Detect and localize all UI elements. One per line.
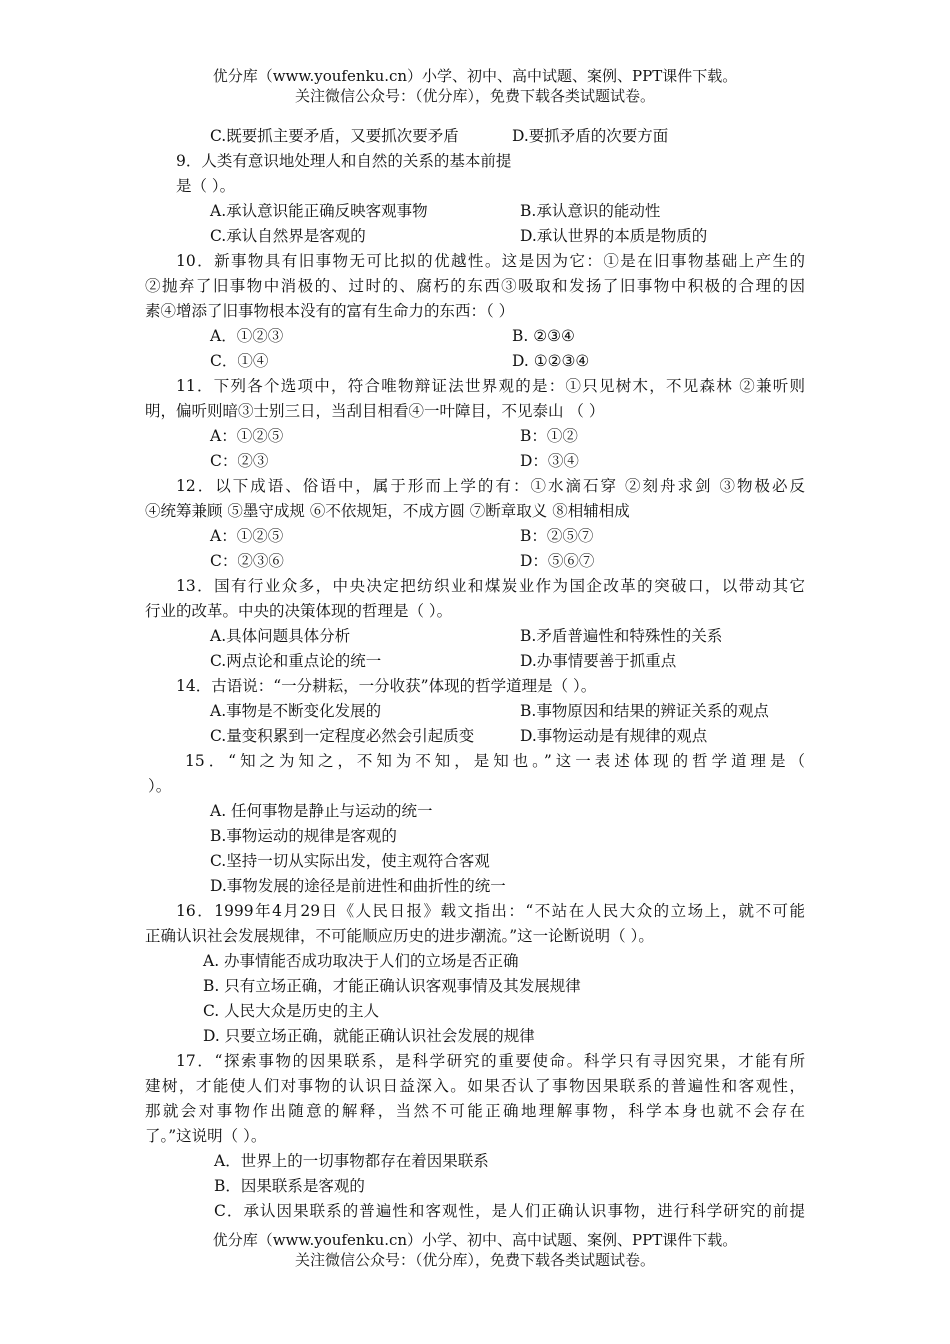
q17-stem-cont-1: 建树，才能使人们对事物的认识日益深入。如果否认了事物因果联系的普遍性和客观性，: [145, 1077, 805, 1095]
q16-option-d: D. 只要立场正确，就能正确认识社会发展的规律: [203, 1027, 535, 1045]
q13-option-a: A.具体问题具体分析: [210, 627, 351, 645]
q8-option-d: D.要抓矛盾的次要方面: [512, 127, 669, 145]
q9-option-c: C.承认自然界是客观的: [210, 227, 366, 245]
q17-stem-cont-2: 那就会对事物作出随意的解释，当然不可能正确地理解事物，科学本身也就不会存在: [145, 1102, 805, 1120]
q12-option-c: C：②③⑥: [210, 552, 284, 570]
q16-option-a: A. 办事情能否成功取决于人们的立场是否正确: [203, 952, 519, 970]
header-line-1: 优分库（www.youfenku.cn）小学、初中、高中试题、案例、PPT课件下载。: [212, 67, 738, 85]
q16-option-c: C. 人民大众是历史的主人: [203, 1002, 380, 1020]
q12-stem: 12．以下成语、俗语中，属于形而上学的有：①水滴石穿 ②刻舟求剑 ③物极必反: [176, 477, 805, 495]
q11-stem-cont: 明，偏听则暗③士别三日，当刮目相看④一叶障目，不见泰山 （ ）: [145, 402, 605, 420]
q14-stem: 14．古语说：“一分耕耘，一分收获”体现的哲学道理是（ ）。: [176, 677, 597, 695]
q15-option-c: C.坚持一切从实际出发，使主观符合客观: [210, 852, 490, 870]
header-line-2: 关注微信公众号：（优分库），免费下载各类试题试卷。: [294, 87, 655, 105]
q14-option-b: B.事物原因和结果的辨证关系的观点: [520, 702, 769, 720]
q13-option-c: C.两点论和重点论的统一: [210, 652, 382, 670]
q15-option-a: A. 任何事物是静止与运动的统一: [210, 802, 433, 820]
q8-option-c: C.既要抓主要矛盾，又要抓次要矛盾: [210, 127, 459, 145]
q13-option-d: D.办事情要善于抓重点: [520, 652, 677, 670]
q10-stem-cont: ②抛弃了旧事物中消极的、过时的、腐朽的东西③吸取和发扬了旧事物中积极的合理的因: [145, 277, 805, 295]
q11-option-c: C：②③: [210, 452, 269, 470]
q13-stem: 13．国有行业众多，中央决定把纺织业和煤炭业作为国企改革的突破口，以带动其它: [176, 577, 805, 595]
q9-stem-cont: 是（ ）。: [176, 177, 236, 195]
q9-option-b: B.承认意识的能动性: [520, 202, 661, 220]
q14-option-c: C.量变积累到一定程度必然会引起质变: [210, 727, 475, 745]
q11-option-a: A：①②⑤: [210, 427, 284, 445]
q9-option-d: D.承认世界的本质是物质的: [520, 227, 708, 245]
q15-option-b: B.事物运动的规律是客观的: [210, 827, 397, 845]
q10-option-a: A．①②③: [210, 327, 284, 345]
q17-option-b: B．因果联系是客观的: [214, 1177, 365, 1195]
q12-option-b: B：②⑤⑦: [520, 527, 594, 545]
q16-option-b: B. 只有立场正确，才能正确认识客观事情及其发展规律: [203, 977, 581, 995]
q10-stem: 10．新事物具有旧事物无可比拟的优越性。这是因为它：①是在旧事物基础上产生的: [176, 252, 805, 270]
q11-option-b: B：①②: [520, 427, 578, 445]
q10-option-d: D. ①②③④: [512, 352, 590, 370]
q10-stem-end: 素④增添了旧事物根本没有的富有生命力的东西：（ ）: [145, 302, 515, 320]
q16-stem: 16．1999年4月29日《人民日报》载文指出：“不站在人民大众的立场上，就不可能: [176, 902, 805, 920]
q12-stem-cont: ④统筹兼顾 ⑤墨守成规 ⑥不依规矩，不成方圆 ⑦断章取义 ⑧相辅相成: [145, 502, 630, 520]
q13-option-b: B.矛盾普遍性和特殊性的关系: [520, 627, 723, 645]
footer-line-1: 优分库（www.youfenku.cn）小学、初中、高中试题、案例、PPT课件下载。: [212, 1231, 738, 1249]
q10-option-c: C．①④: [210, 352, 269, 370]
q14-option-d: D.事物运动是有规律的观点: [520, 727, 708, 745]
q15-stem: 15．“知之为知之，不知为不知，是知也。”这一表述体现的哲学道理是（: [185, 752, 805, 770]
q14-option-a: A.事物是不断变化发展的: [210, 702, 382, 720]
q15-option-d: D.事物发展的途径是前进性和曲折性的统一: [210, 877, 506, 895]
footer-line-2: 关注微信公众号：（优分库），免费下载各类试题试卷。: [294, 1251, 655, 1269]
q12-option-a: A：①②⑤: [210, 527, 284, 545]
q11-stem: 11．下列各个选项中，符合唯物辩证法世界观的是：①只见树木，不见森林 ②兼听则: [176, 377, 805, 395]
q13-stem-cont: 行业的改革。中央的决策体现的哲理是（ ）。: [145, 602, 453, 620]
q16-stem-cont: 正确认识社会发展规律，不可能顺应历史的进步潮流。”这一论断说明（ ）。: [145, 927, 654, 945]
q9-option-a: A.承认意识能正确反映客观事物: [210, 202, 428, 220]
q9-stem: 9．人类有意识地处理人和自然的关系的基本前提: [176, 152, 512, 170]
q17-stem-end: 了。”这说明（ ）。: [145, 1127, 267, 1145]
q15-stem-cont: ）。: [148, 777, 172, 795]
q11-option-d: D：③④: [520, 452, 579, 470]
q17-stem: 17．“探索事物的因果联系，是科学研究的重要使命。科学只有寻因究果，才能有所: [176, 1052, 805, 1070]
q12-option-d: D：⑤⑥⑦: [520, 552, 595, 570]
q17-option-a: A．世界上的一切事物都存在着因果联系: [214, 1152, 489, 1170]
q17-option-c: C．承认因果联系的普遍性和客观性，是人们正确认识事物，进行科学研究的前提: [214, 1202, 805, 1220]
q10-option-b: B. ②③④: [512, 327, 575, 345]
